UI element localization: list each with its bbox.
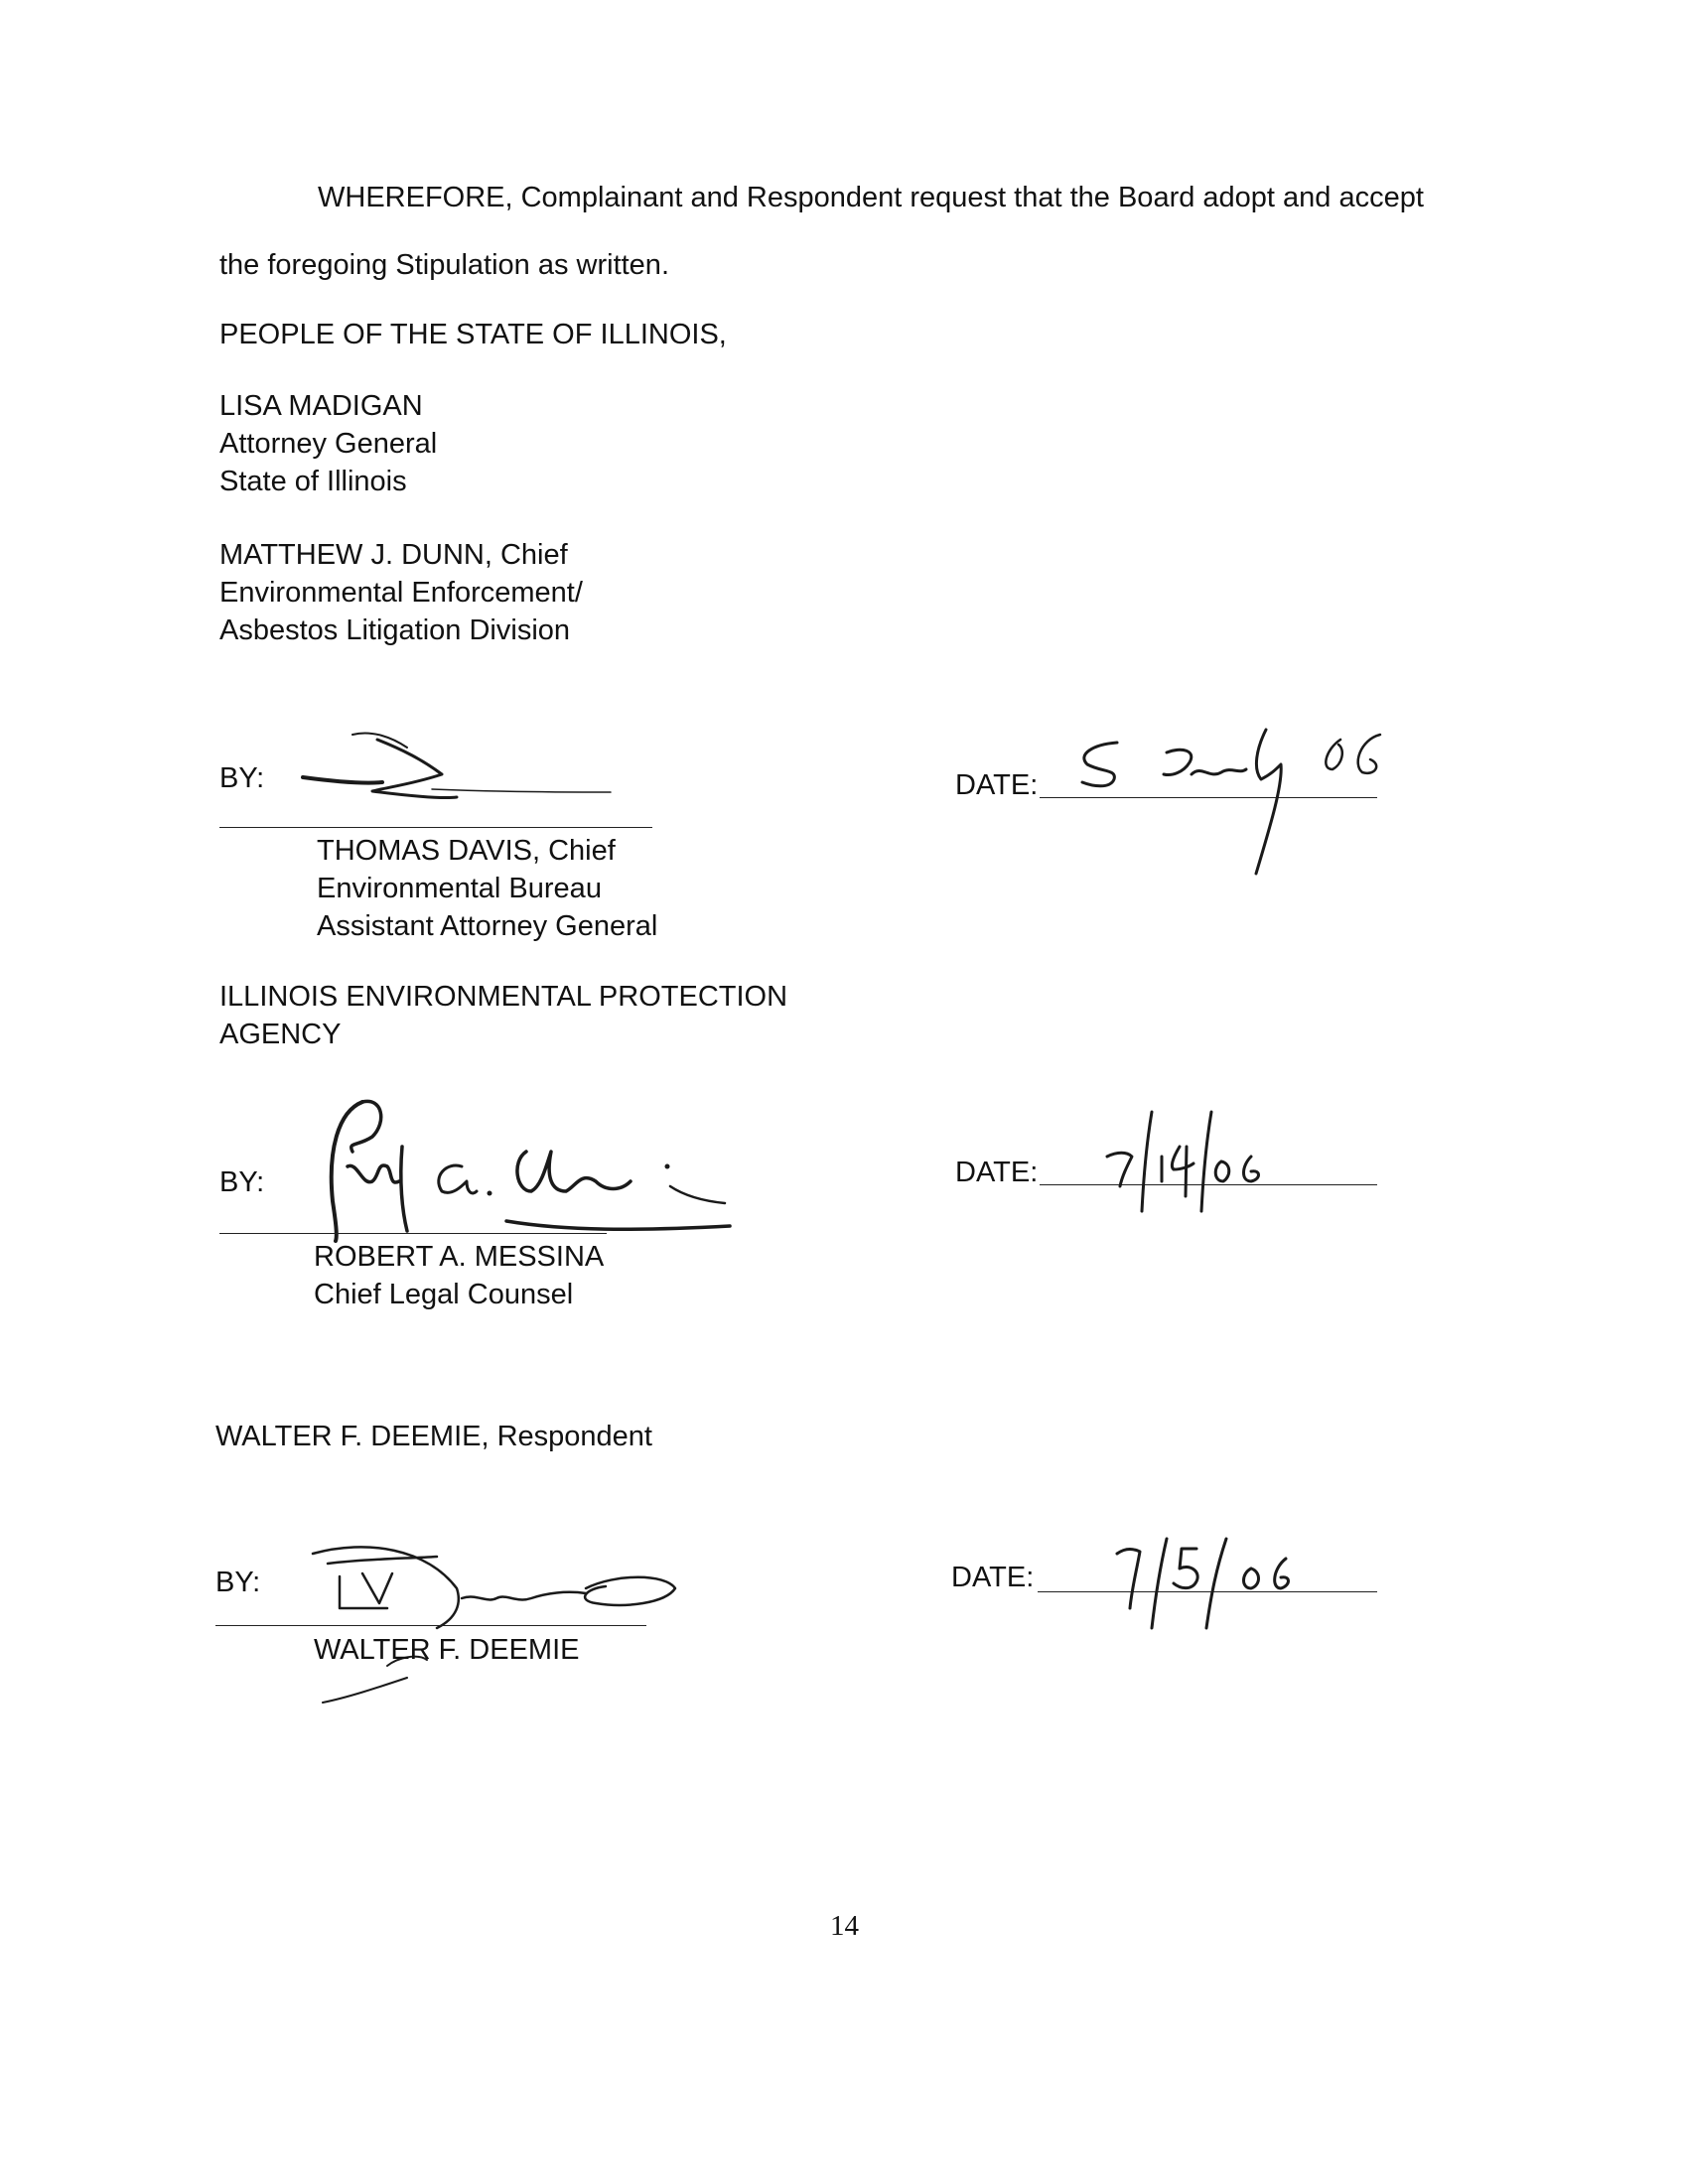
agency-line-2: AGENCY: [219, 1019, 342, 1050]
ag-name: LISA MADIGAN: [219, 390, 423, 422]
signer-title: Environmental Bureau: [317, 873, 602, 904]
ag-state: State of Illinois: [219, 466, 407, 497]
agency-heading: [219, 978, 787, 1053]
deemie-title-block: [314, 1631, 579, 1669]
signature-deemie: [308, 1529, 685, 1717]
attorney-general-block: [219, 387, 437, 500]
handwritten-date-messina: [1102, 1102, 1281, 1221]
chief-division-line-2: Asbestos Litigation Division: [219, 614, 571, 646]
date-label: DATE:: [951, 1562, 1035, 1593]
signature-messina: [308, 1092, 745, 1241]
by-label: BY:: [215, 1567, 261, 1598]
by-label: BY:: [219, 1166, 265, 1198]
signer-name: WALTER F. DEEMIE: [314, 1634, 580, 1666]
respondent-heading: WALTER F. DEEMIE, Respondent: [215, 1421, 652, 1452]
signer-name: THOMAS DAVIS, Chief: [317, 835, 616, 867]
signer-title: Chief Legal Counsel: [314, 1279, 574, 1310]
signer-name: ROBERT A. MESSINA: [314, 1241, 605, 1273]
agency-line-1: ILLINOIS ENVIRONMENTAL PROTECTION: [219, 981, 788, 1013]
date-label: DATE:: [955, 769, 1039, 801]
handwritten-date-davis: [1072, 725, 1410, 884]
ag-title: Attorney General: [219, 428, 438, 460]
signature-line: [219, 827, 652, 828]
date-label: DATE:: [955, 1157, 1039, 1188]
chief-division-line-1: Environmental Enforcement/: [219, 577, 583, 609]
handwritten-date-deemie: [1112, 1534, 1311, 1633]
complainant-heading: PEOPLE OF THE STATE OF ILLINOIS,: [219, 319, 727, 350]
davis-title-block: [317, 832, 657, 945]
wherefore-line-2: the foregoing Stipulation as written.: [219, 249, 669, 281]
signature-line: [219, 1233, 607, 1234]
chief-name: MATTHEW J. DUNN, Chief: [219, 539, 568, 571]
page-number: 14: [830, 1910, 859, 1942]
wherefore-line-1: WHEREFORE, Complainant and Respondent request that the Board adopt and accept: [318, 182, 1424, 213]
division-chief-block: [219, 536, 583, 649]
signature-line: [215, 1625, 646, 1626]
messina-title-block: [314, 1238, 604, 1313]
signature-davis: [293, 730, 621, 819]
signer-title: Assistant Attorney General: [317, 910, 658, 942]
by-label: BY:: [219, 762, 265, 794]
